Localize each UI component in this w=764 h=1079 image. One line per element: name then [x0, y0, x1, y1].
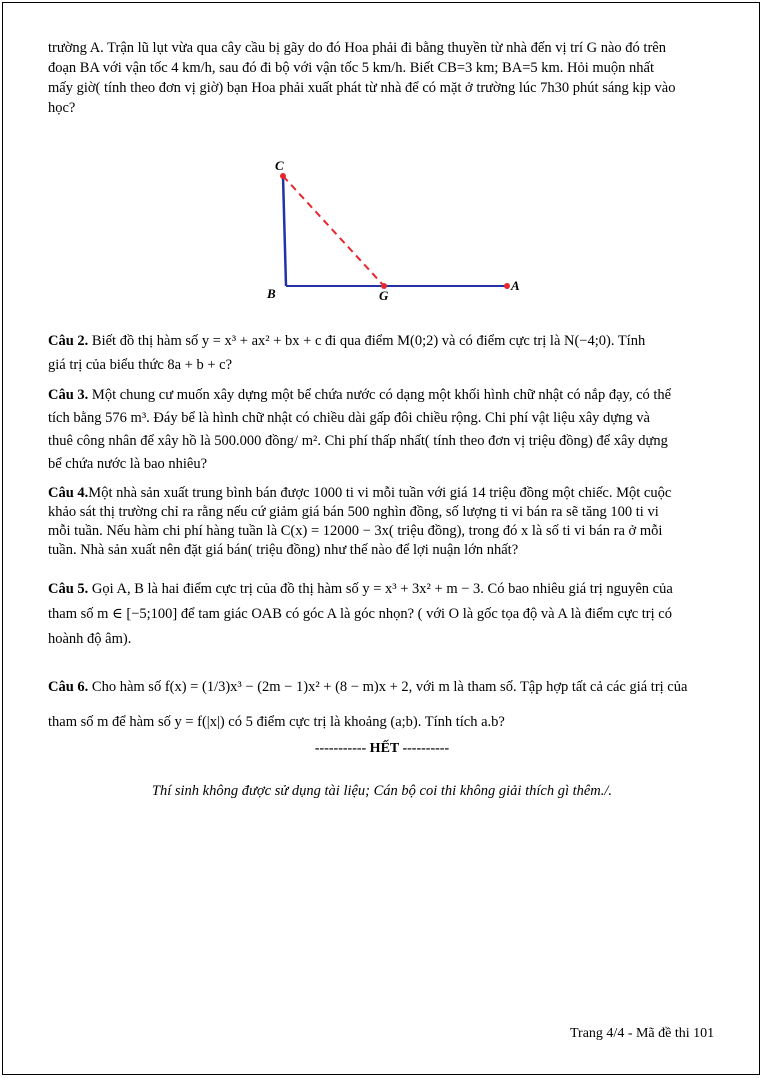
- intro-line-3: mấy giờ( tính theo đơn vị giờ) bạn Hoa phải xuất phát từ nhà để có mặt ở trường lúc 7h30 phút sáng kịp vào: [48, 80, 676, 96]
- question-2-line-1: Biết đồ thị hàm số y = x³ + ax² + bx + c đi qua điểm M(0;2) và có điểm cực trị là N(−4;0). Tính: [91, 333, 646, 349]
- question-5-line-1: Gọi A, B là hai điểm cực trị của đồ thị hàm số y = x³ + 3x² + m − 3. Có bao nhiêu giá trị nguyên của: [91, 581, 673, 597]
- question-2-label: Câu 2.: [48, 333, 89, 349]
- question-4-line-4: tuần. Nhà sản xuất nên đặt giá bán( triệu đồng) như thế nào để lợi nuận lớn nhất?: [48, 542, 519, 558]
- page-footer: Trang 4/4 - Mã đề thi 101: [570, 1026, 715, 1041]
- point-a: [504, 283, 510, 289]
- question-3: [48, 384, 716, 476]
- end-marker-text: ----------- HẾT ----------: [314, 741, 450, 756]
- intro-line-1: trường A. Trận lũ lụt vừa qua cây cầu bị gãy do đó Hoa phải đi bằng thuyền từ nhà đến vị trí G nào đó trên: [48, 40, 666, 56]
- intro-paragraph: [48, 38, 716, 118]
- question-4: [48, 484, 716, 560]
- question-5: [48, 577, 716, 652]
- question-2: [48, 329, 716, 377]
- question-4-line-2: khảo sát thị trường chỉ ra rằng nếu cứ giảm giá bán 500 nghìn đồng, số lượng ti vi bán ra sẽ tăng 100 ti vi: [48, 504, 659, 520]
- question-5-line-3: hoành độ âm).: [48, 631, 132, 647]
- label-g: G: [379, 288, 389, 303]
- question-6-line-2: tham số m để hàm số y = f(|x|) có 5 điểm cực trị là khoảng (a;b). Tính tích a.b?: [48, 714, 505, 730]
- exam-note: Thí sinh không được sử dụng tài liệu; Cán bộ coi thi không giải thích gì thêm./.: [151, 783, 613, 799]
- intro-line-2: đoạn BA với vận tốc 4 km/h, sau đó đi bộ với vận tốc 5 km/h. Biết CB=3 km; BA=5 km. Hỏi muộn nhất: [48, 60, 655, 76]
- question-3-label: Câu 3.: [48, 387, 89, 403]
- intro-line-4: học?: [48, 100, 76, 116]
- point-c: [280, 173, 286, 179]
- segment-cb: [283, 176, 286, 286]
- question-5-label: Câu 5.: [48, 581, 89, 597]
- geometry-figure: [250, 150, 550, 310]
- question-6: [48, 670, 716, 740]
- question-4-line-3: mỗi tuần. Nếu hàm chi phí hàng tuần là C(x) = 12000 − 3x( triệu đồng), trong đó x là số ti vi bán ra ở mỗi: [48, 523, 663, 539]
- question-3-line-2: tích bằng 576 m³. Đáy bể là hình chữ nhật có chiều dài gấp đôi chiều rộng. Chi phí vật liệu xây dựng và: [48, 410, 650, 426]
- question-3-line-1: Một chung cư muốn xây dựng một bể chứa nước có dạng một khối hình chữ nhật có nắp đạy, có thể: [91, 387, 672, 403]
- end-marker: [0, 741, 764, 757]
- question-3-line-3: thuê công nhân để xây hồ là 500.000 đồng/ m². Chi phí thấp nhất( tính theo đơn vị triệu đồng) để xây dựng: [48, 433, 668, 449]
- question-4-line-1: Một nhà sản xuất trung bình bán được 1000 ti vi mỗi tuần với giá 14 triệu đồng một chiếc. Một cuộc: [88, 485, 672, 501]
- segment-cg-dashed: [283, 176, 384, 286]
- question-2-line-2: giá trị của biểu thức 8a + b + c?: [48, 357, 233, 373]
- question-6-label: Câu 6.: [48, 679, 89, 695]
- label-a: A: [511, 278, 520, 293]
- question-5-line-2: tham số m ∈ [−5;100] để tam giác OAB có góc A là góc nhọn? ( với O là gốc tọa độ và A là điểm cực trị có: [48, 606, 672, 622]
- label-c: C: [275, 158, 284, 173]
- question-4-label: Câu 4.: [48, 485, 89, 501]
- question-3-line-4: bể chứa nước là bao nhiêu?: [48, 456, 208, 472]
- label-b: B: [267, 286, 276, 301]
- question-6-line-1: Cho hàm số f(x) = (1/3)x³ − (2m − 1)x² + (8 − m)x + 2, với m là tham số. Tập hợp tất cả các giá trị của: [91, 679, 688, 695]
